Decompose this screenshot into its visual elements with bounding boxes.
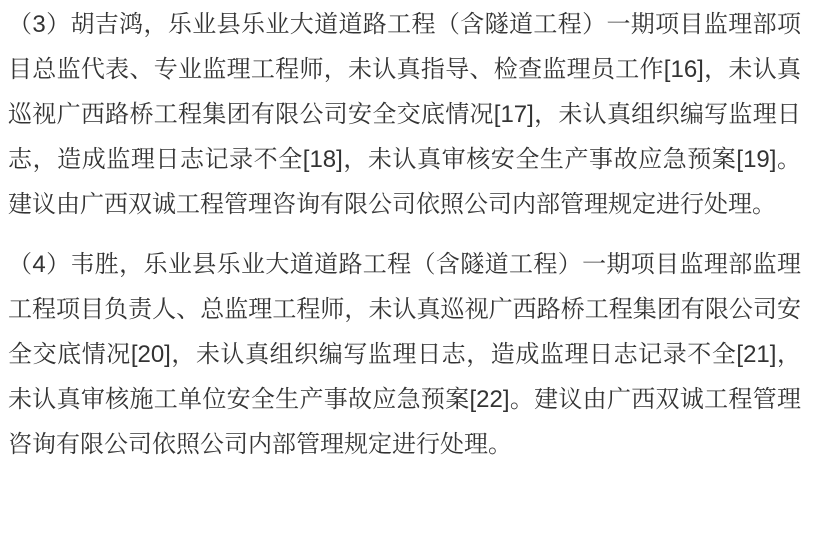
paragraph-item-4: （4）韦胜，乐业县乐业大道道路工程（含隧道工程）一期项目监理部监理工程项目负责人、总监理工程师，未认真巡视广西路桥工程集团有限公司安全交底情况[20]，未认真组织编写监理日志，造成监理日志记录不全[21]，未认真审核施工单位安全生产事故应急预案[22]。建议由广西双诚工程管理咨询有限公司依照公司内部管理规定进行处理。 <box>8 251 801 458</box>
paragraph-item-3: （3）胡吉鸿，乐业县乐业大道道路工程（含隧道工程）一期项目监理部项目总监代表、专业监理工程师，未认真指导、检查监理员工作[16]，未认真巡视广西路桥工程集团有限公司安全交底情况[17]，未认真组织编写监理日志，造成监理日志记录不全[18]，未认真审核安全生产事故应急预案[19]。建议由广西双诚工程管理咨询有限公司依照公司内部管理规定进行处理。 <box>8 11 801 218</box>
